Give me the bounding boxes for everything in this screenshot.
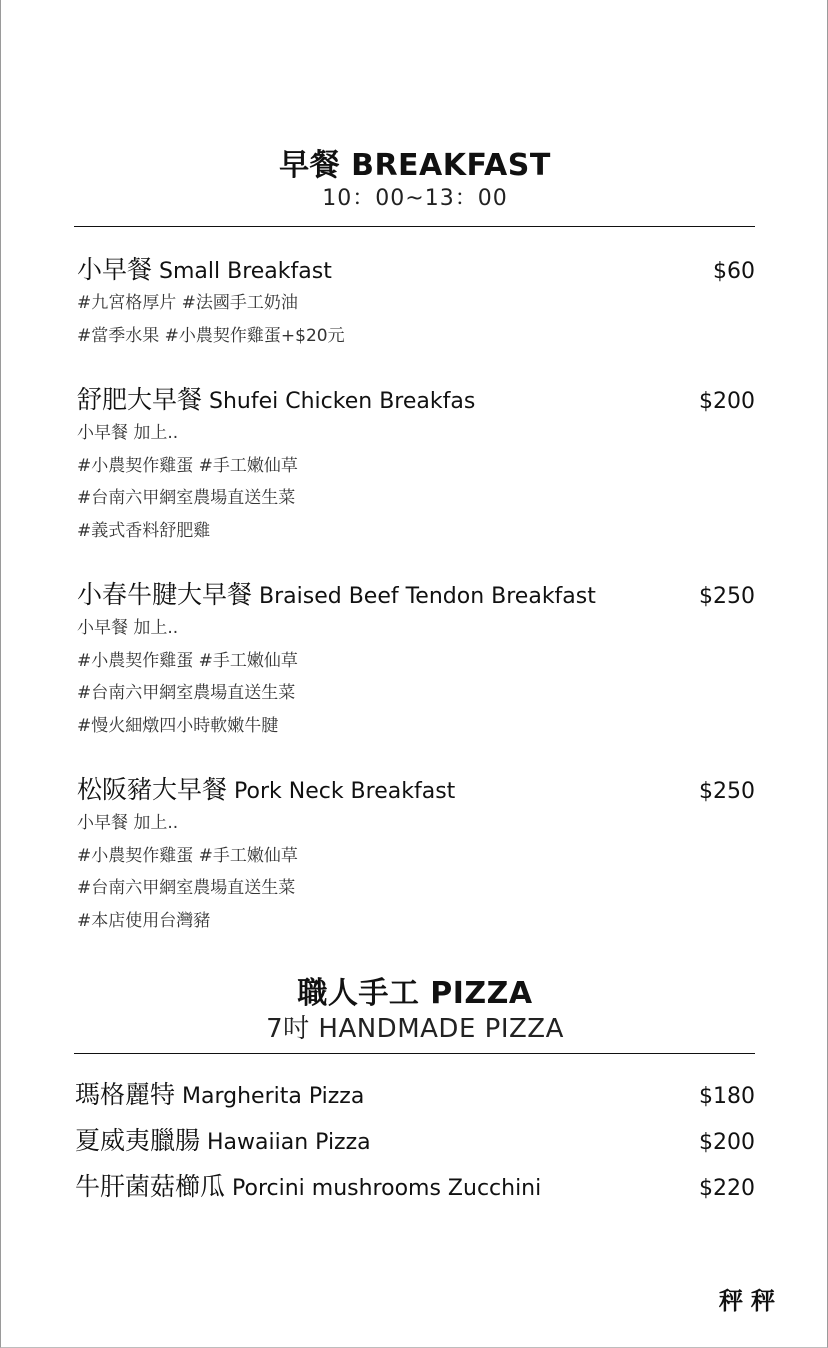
item-price: $250 xyxy=(699,584,755,609)
item-note: 小早餐 加上.. xyxy=(77,423,179,443)
item-name xyxy=(77,775,455,807)
pizza-header xyxy=(1,975,828,1045)
item-price: $180 xyxy=(699,1084,755,1109)
item-note: #慢火細燉四小時軟嫩牛腱 xyxy=(77,715,279,736)
item-name xyxy=(75,1126,371,1158)
menu-item-pork-neck xyxy=(77,775,755,937)
item-note: #台南六甲網室農場直送生菜 xyxy=(77,683,296,703)
breakfast-header xyxy=(1,147,828,213)
item-name-zh: 瑪格麗特 xyxy=(75,1080,176,1109)
breakfast-divider xyxy=(74,226,755,227)
item-price: $220 xyxy=(699,1176,755,1201)
item-name-zh: 松阪豬大早餐 xyxy=(77,775,228,804)
pizza-subtitle: 7吋 HANDMADE PIZZA xyxy=(266,1014,564,1044)
item-name-zh: 小春牛腱大早餐 xyxy=(77,580,253,609)
item-name-en: Braised Beef Tendon Breakfast xyxy=(259,584,596,609)
menu-item-beef-tendon xyxy=(77,580,755,742)
pizza-title: 職人手工 PIZZA xyxy=(297,976,533,1011)
pizza-item-margherita xyxy=(75,1080,755,1112)
item-name-en: Hawaiian Pizza xyxy=(207,1130,371,1155)
menu-item-shufei-chicken xyxy=(77,385,755,547)
item-note: #台南六甲網室農場直送生菜 xyxy=(77,878,296,898)
item-price: $250 xyxy=(699,779,755,804)
pizza-item-porcini xyxy=(75,1172,755,1204)
item-name-zh: 小早餐 xyxy=(77,255,153,284)
pizza-divider xyxy=(74,1053,755,1054)
item-note: 小早餐 加上.. xyxy=(77,618,179,638)
item-price: $200 xyxy=(699,389,755,414)
item-name-en: Margherita Pizza xyxy=(182,1084,365,1109)
item-name xyxy=(77,255,332,287)
item-note: #當季水果 #小農契作雞蛋+$20元 xyxy=(77,325,345,346)
item-name xyxy=(75,1080,364,1112)
item-name-en: Pork Neck Breakfast xyxy=(234,779,456,804)
breakfast-title: 早餐 BREAKFAST xyxy=(279,148,551,183)
item-note: #小農契作雞蛋 #手工嫩仙草 xyxy=(77,455,298,476)
item-name-zh: 牛肝菌菇櫛瓜 xyxy=(75,1172,226,1201)
item-note: #本店使用台灣豬 xyxy=(77,910,211,931)
item-note: #小農契作雞蛋 #手工嫩仙草 xyxy=(77,650,298,671)
item-name xyxy=(75,1172,541,1204)
item-name-en: Shufei Chicken Breakfas xyxy=(209,389,476,414)
item-note: #九宮格厚片 #法國手工奶油 xyxy=(77,293,298,313)
item-name-en: Porcini mushrooms Zucchini xyxy=(232,1176,542,1201)
item-name-en: Small Breakfast xyxy=(159,259,332,284)
menu-item-small-breakfast xyxy=(77,255,755,352)
item-note: #義式香料舒肥雞 xyxy=(77,520,211,541)
item-name-zh: 夏威夷臘腸 xyxy=(75,1126,201,1155)
pizza-item-hawaiian xyxy=(75,1126,755,1158)
item-name xyxy=(77,385,475,417)
brand-logo: 秤秤 xyxy=(719,1286,783,1315)
item-price: $60 xyxy=(713,259,755,284)
breakfast-hours: 10：00~13：00 xyxy=(322,186,508,211)
item-note: #台南六甲網室農場直送生菜 xyxy=(77,488,296,508)
item-price: $200 xyxy=(699,1130,755,1155)
item-note: 小早餐 加上.. xyxy=(77,813,179,833)
item-name-zh: 舒肥大早餐 xyxy=(77,385,203,414)
item-note: #小農契作雞蛋 #手工嫩仙草 xyxy=(77,845,298,866)
item-name xyxy=(77,580,596,612)
